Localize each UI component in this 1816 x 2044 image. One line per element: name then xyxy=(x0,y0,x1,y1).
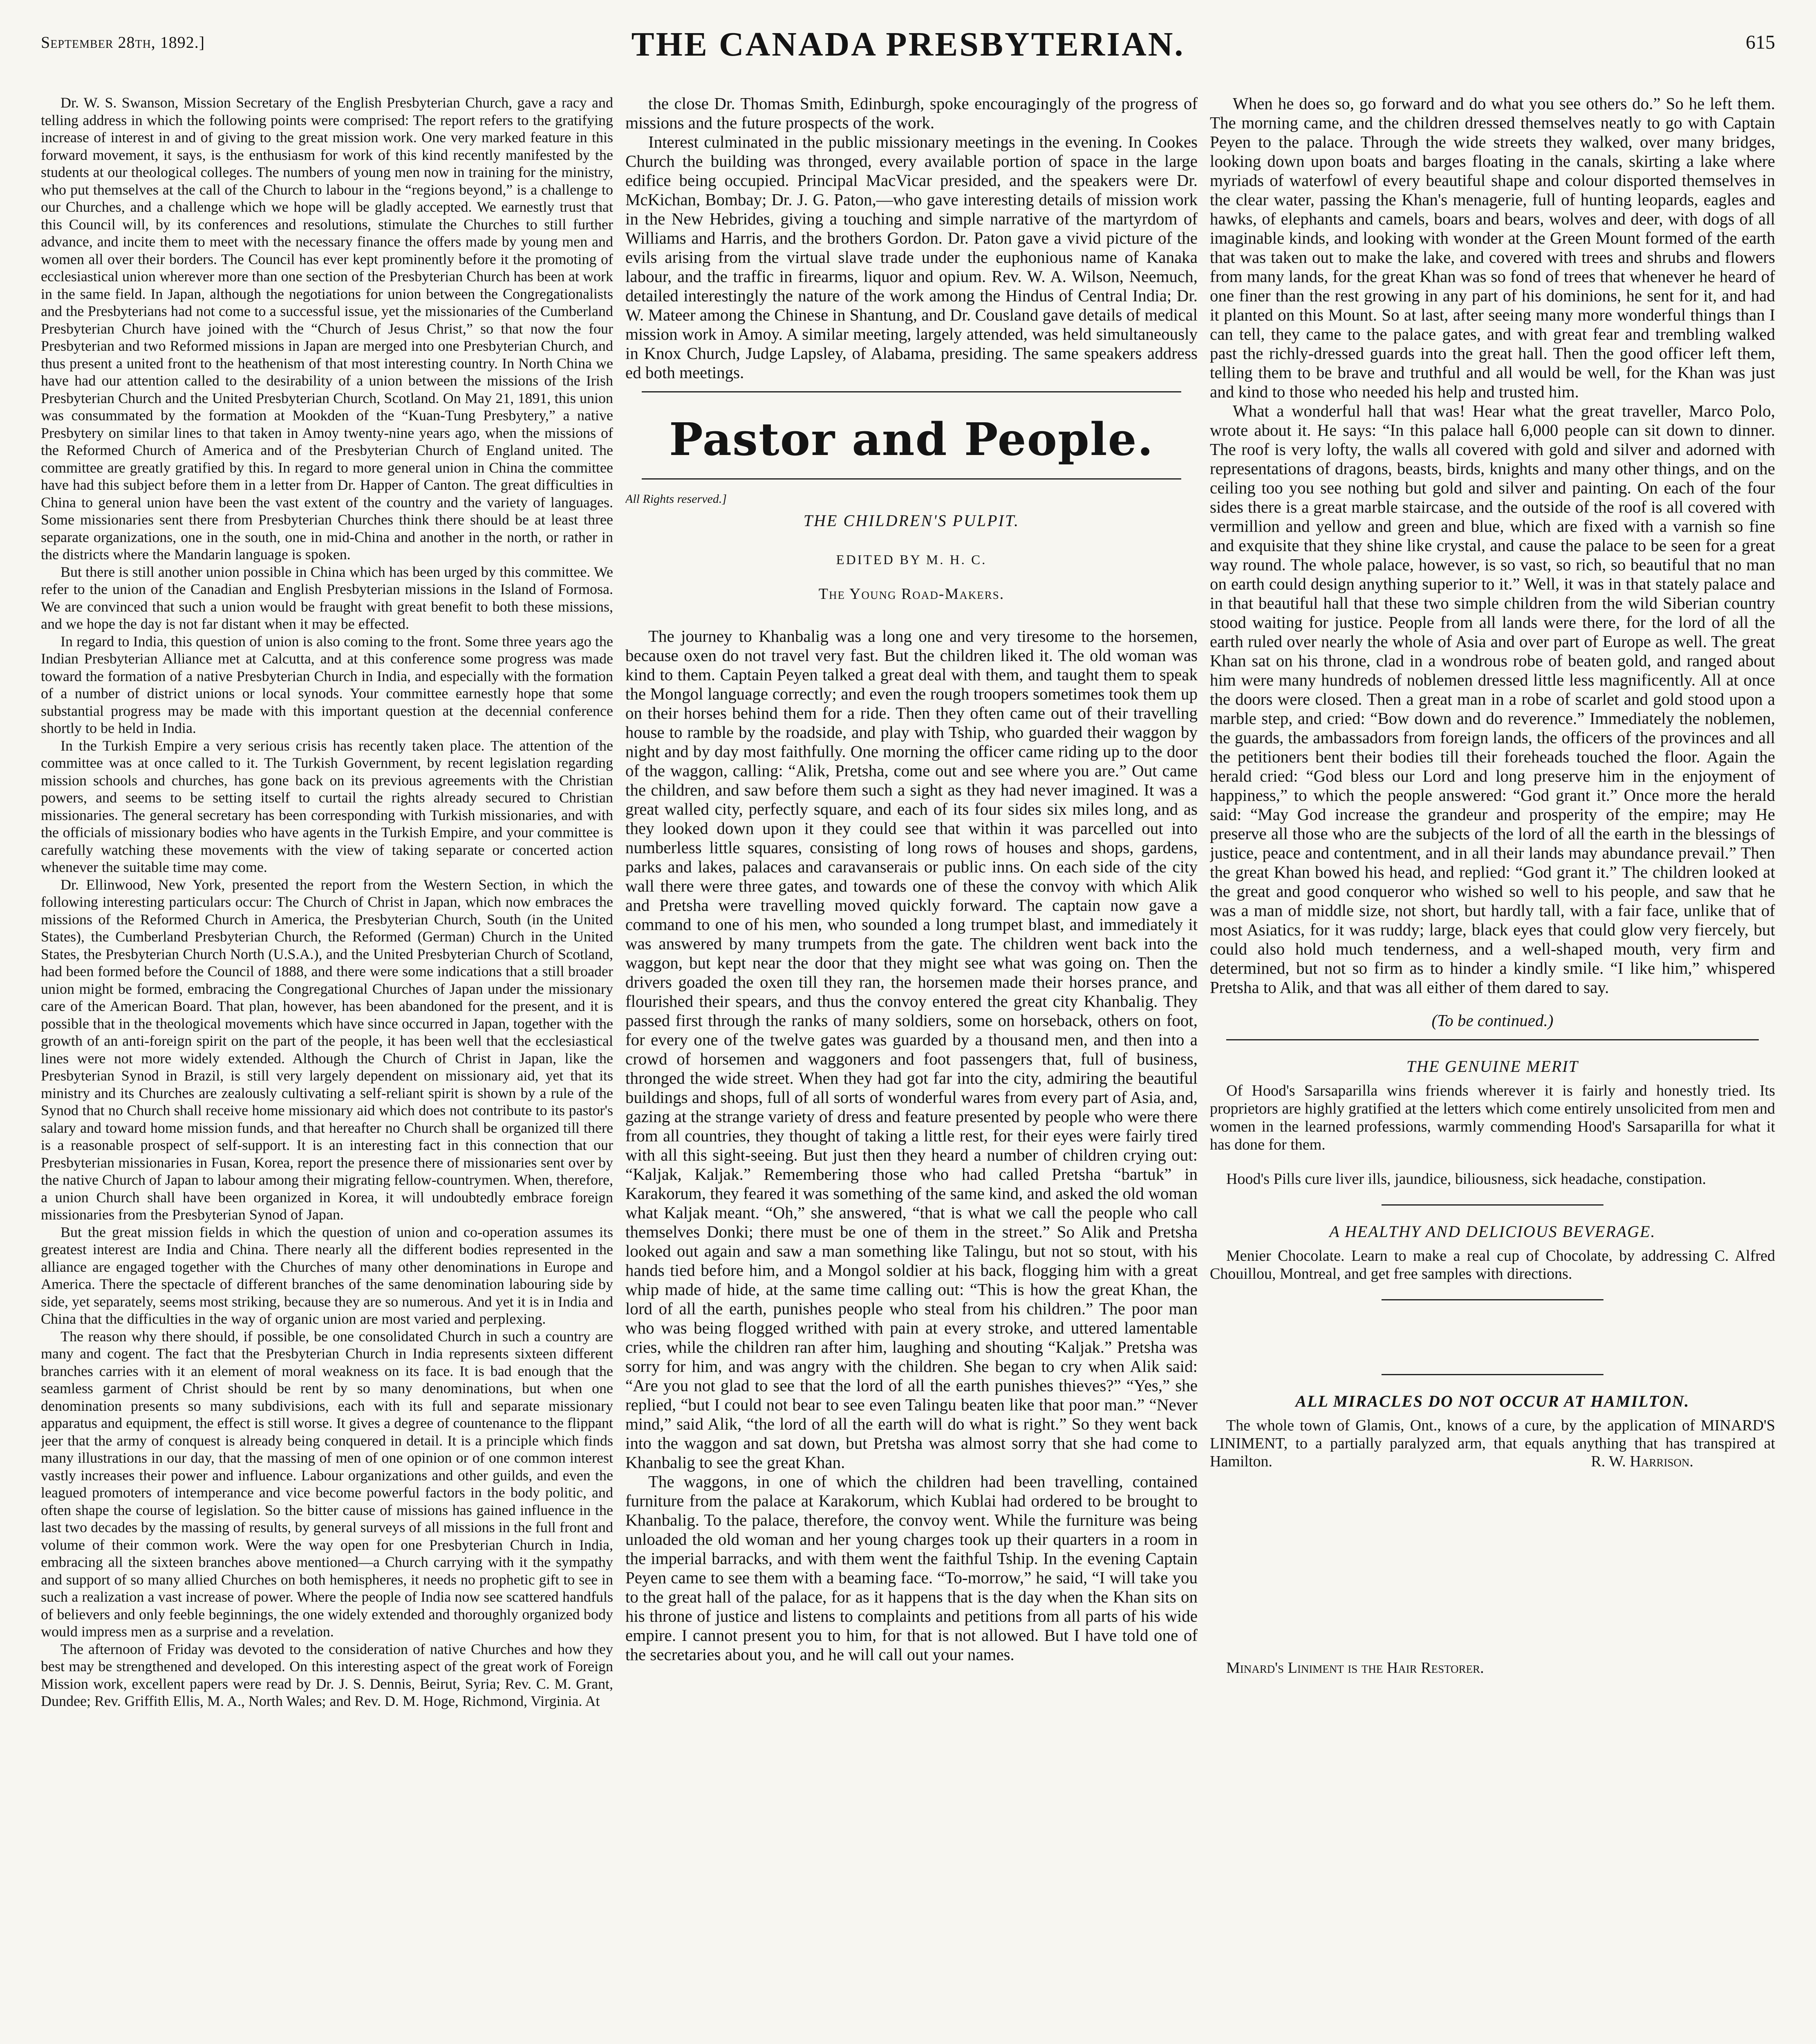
page-header xyxy=(41,25,1775,69)
ad-text: Menier Chocolate. Learn to make a real cup of Chocolate, by addressing C. Alfred Chouillou, Montreal, and get free samples with directions. xyxy=(1210,1247,1775,1282)
ad-hoods xyxy=(1210,1082,1775,1188)
ad-text: Hood's Pills cure liver ills, jaundice, biliousness, sick headache, constipation. xyxy=(1226,1170,1706,1188)
article-paragraph: the close Dr. Thomas Smith, Edinburgh, spoke encouragingly of the progress of missions and the future prospects of the work. xyxy=(625,94,1198,132)
newspaper-title: THE CANADA PRESBYTERIAN. xyxy=(631,25,1185,63)
story-title: The Young Road-Makers. xyxy=(818,585,1005,603)
section-divider xyxy=(642,478,1181,480)
article-paragraph: Interest culminated in the public missionary meetings in the evening. In Cookes Church the building was thronged, every available portion of space in the large edifice being occupied. Principal MacVicar presided, and the speakers were Dr. McKichan, Bombay; Dr. J. G. Paton,—who gave interesting details of mission work in the New Hebrides, giving a touching and simple narrative of the martyrdom of Williams and Harris, and the brothers Gordon. Dr. Paton gave a vivid picture of the evils arising from the virtual slave trade under the euphonious name of Kanaka labour, and the traffic in firearms, liquor and opium. Rev. W. A. Wilson, Neemuch, detailed interestingly the nature of the work among the Hindus of Central India; Dr. W. Mateer among the Chinese in Shantung, and Dr. Cousland gave details of medical mission work in Amoy. A similar meeting, largely attended, was held simultaneously in Knox Church, Judge Lapsley, of Alabama, presiding. The same speakers address ed both meetings. xyxy=(625,132,1198,382)
column-2 xyxy=(625,94,1198,2044)
column-3 xyxy=(1210,94,1775,2044)
section-divider xyxy=(1226,1039,1759,1040)
story-paragraph: When he does so, go forward and do what you see others do.” So he left them. The morning came, and the children dressed themselves neatly to go with Captain Peyen to the palace. Through the wide streets they walked, over many bridges, looking down upon boats and barges floating in the canals, skirting a lake where myriads of waterfowl of every beautiful shape and colour disported themselves in the clear water, passing the Khan's menagerie, full of hunting leopards, eagles and hawks, of elephants and camels, boars and bears, wolves and deer, with dogs of all imaginable kinds, and looking with wonder at the Green Mount formed of the earth that was taken out to make the lake, and covered with trees and shrubs and flowers from many lands, for the great Khan was so fond of trees that whenever he heard of one finer than the rest growing in any part of his dominions, he sent for it, and had it planted on this Mount. So at last, after seeing many more wonderful things than I can tell, they came to the palace gates, and with great fear and trembling walked past the richly-dressed guards into the great hall. Then the good officer left them, telling them to be brave and truthful and all would be well, for the Khan was just and kind to those who needed his help and trusted him. xyxy=(1210,94,1775,401)
ad-title-hoods: THE GENUINE MERIT xyxy=(1406,1057,1579,1076)
ad-title-minards: ALL MIRACLES DO NOT OCCUR AT HAMILTON. xyxy=(1295,1392,1690,1410)
column-1 xyxy=(41,94,613,2044)
to-be-continued: (To be continued.) xyxy=(1431,1011,1554,1030)
footer-ad: Minard's Liniment is the Hair Restorer. xyxy=(1226,1659,1484,1676)
newspaper-page xyxy=(41,25,1775,2044)
ad-minards xyxy=(1210,1416,1775,1470)
story-paragraph: The waggons, in one of which the children had been travelling, contained furniture from the palace at Karakorum, which Kublai had ordered to be brought to Khanbalig. To the palace, therefore, the convoy went. While the furniture was being unloaded the old woman and her young charges took up their quarters in a room in the imperial barracks, and with them went the faithful Tship. In the evening Captain Peyen came to see them with a beaming face. “To-morrow,” he said, “I will take you to the great hall of the palace, for as it happens that is the day when the Khan sits on his throne of justice and listens to complaints and petitions from all parts of his wide empire. I cannot present you to him, for that is not allowed. But I have told one of the secretaries about you, and he will call out your names. xyxy=(625,1472,1198,1664)
pulpit-title: THE CHILDREN'S PULPIT. xyxy=(803,511,1020,530)
section-title: Pastor and People. xyxy=(669,413,1154,466)
page-number: 615 xyxy=(1746,31,1775,53)
ad-signature: R. W. Harrison. xyxy=(1591,1453,1693,1470)
ad-menier xyxy=(1210,1247,1775,1283)
article-paragraph: The afternoon of Friday was devoted to the consideration of native Churches and how they best may be strengthened and developed. On this interesting aspect of the great work of Foreign Mission work, excellent papers were read by Dr. J. S. Dennis, Beirut, Syria; Rev. C. M. Grant, Dundee; Rev. Griffith Ellis, M. A., North Wales; and Rev. D. M. Hoge, Richmond, Virginia. At xyxy=(41,1641,613,1709)
ad-text: Of Hood's Sarsaparilla wins friends wherever it is fairly and honestly tried. Its proprietors are highly gratified at the letters which come entirely unsolicited from men and women in the learned professions, warmly commending Hood's Sarsaparilla for what it has done for them. xyxy=(1210,1082,1775,1153)
article-paragraph: In the Turkish Empire a very serious crisis has recently taken place. The attention of the committee was at once called to it. The Turkish Government, by recent legislation regarding mission schools and churches, has gone back on its previous agreements with the Christian powers, and seems to be setting itself to curtail the rights already secured to Christian missionaries. The general secretary has been corresponding with Turkish missionaries, and with the officials of missionary bodies who have agents in the Turkish Empire, and your committee is carefully watching these movements with the view of taking separate or concerted action whenever the suitable time may come. xyxy=(41,737,613,875)
ad-title-menier: A HEALTHY AND DELICIOUS BEVERAGE. xyxy=(1329,1222,1656,1241)
edited-by: EDITED BY M. H. C. xyxy=(836,553,987,567)
rights-note: All Rights reserved.] xyxy=(625,492,727,506)
article-paragraph: The reason why there should, if possible, be one consolidated Church in such a country are many and cogent. The fact that the Presbyterian Church in India represents sixteen different branches carries with it an element of moral weakness on its face. It is bad enough that the seamless garment of Christ should be rent by so many denominations, but when one denomination presents so many subdivisions, each with its full and separate missionary apparatus and equipment, the effect is still worse. It gives a degree of countenance to the flippant jeer that the army of conquest is already being conquered in detail. It is a principle which finds many illustrations in our day, that the massing of men of one opinion or of one common interest vastly increases their power and influence. Labour organizations and other guilds, and even the leagued promoters of intemperance and vice become powerful factors in the body politic, and often shape the course of legislation. So the bitter cause of missions has gained influence in the last two decades by the massing of results, by general surveys of all missions in the full front and volume of their common work. Were the way open for one Presbyterian Church in India, embracing all the sixteen branches above mentioned—a Church carrying with it the sympathy and support of so many allied Churches on both hemispheres, it needs no prophetic gift to see in such a realization a vast increase of power. Where the people of India now see scattered handfuls of believers and only feeble beginnings, the one widely extended and thoroughly organized body would impress men as a surprise and a revelation. xyxy=(41,1328,613,1640)
article-paragraph: In regard to India, this question of union is also coming to the front. Some three years ago the Indian Presbyterian Alliance met at Calcutta, and at this conference some progress was made toward the formation of a native Presbyterian Church in India, and especially with the formation of a number of district unions or local synods. Your committee earnestly hope that some substantial progress may be made with this important question at the decennial conference shortly to be held in India. xyxy=(41,633,613,736)
story-paragraph: What a wonderful hall that was! Hear what the great traveller, Marco Polo, wrote about it. He says: “In this palace hall 6,000 people can sit down to dinner. The roof is very lofty, the walls all covered with gold and silver and adorned with representations of dragons, beasts, birds, knights and many other things, and on the ceiling too you see nothing but gold and silver and painting. On each of the four sides there is a great marble staircase, and the outside of the roof is all covered with vermillion and yellow and green and blue, which are fixed with a varnish so fine and exquisite that they shine like crystal, and cause the palace to be seen for a great way round. The whole palace, however, is so vast, so rich, so beautiful that no man on earth could design anything superior to it.” Well, it was in that stately palace and in that beautiful hall that these two simple children from the wild Siberian country stood waiting for justice. People from all lands were there, for the lord of all the earth ruled over nearly the whole of Asia and over part of Europe as well. The great Khan sat on his throne, clad in a wondrous robe of beaten gold, and ranged about him were many hundreds of noblemen dressed little less magnificently. All at once the doors were closed. Then a great man in a robe of scarlet and gold stood upon a marble step, and cried: “Bow down and do reverence.” Immediately the noblemen, the guards, the ambassadors from foreign lands, the officers of the provinces and all the petitioners bent their bodies till their foreheads touched the floor. Again the herald cried: “God bless our Lord and long preserve him in the enjoyment of happiness,” to which the people answered: “God grant it.” Once more the herald said: “May God increase the grandeur and prosperity of the empire; may He preserve all those who are the subjects of the lord of all the earth in the blessings of justice, peace and contentment, and in all their lands may abundance prevail.” Then the great Khan bowed his head, and replied: “God grant it.” The children looked at the great and good conqueror who wished so well to his people, and saw that he was a man of middle size, not short, but hardly tall, with a fair face, unlike that of most Asiatics, for it was ruddy; large, black eyes that could glow very fiercely, but could also hold much tenderness, and a well-shaped mouth, very firm and determined, but not so firm as to hinder a kindly smile. “I like him,” whispered Pretsha to Alik, and that was all either of them dared to say. xyxy=(1210,401,1775,997)
article-paragraph: But the great mission fields in which the question of union and co-operation assumes its greatest interest are India and China. There nearly all the different bodies represented in the alliance are engaged together with the Churches of many other denominations in Europe and America. There the spectacle of different branches of the same denomination labouring side by side, yet separately, seems most striking, because they are so numerous. And yet it is in India and China that the difficulties in the way of organic union are most varied and perplexing. xyxy=(41,1224,613,1327)
ad-divider xyxy=(1382,1204,1603,1206)
issue-date: September 28th, 1892.] xyxy=(41,33,205,52)
ad-text: The whole town of Glamis, Ont., knows of a cure, by the application of MINARD'S LINIMENT, to a partially paralyzed arm, that equals anything that has transpired at Hamilton. xyxy=(1210,1417,1775,1470)
section-divider xyxy=(642,391,1181,392)
ad-divider xyxy=(1382,1299,1603,1300)
article-paragraph: Dr. Ellinwood, New York, presented the report from the Western Section, in which the following interesting particulars occur: The Church of Christ in Japan, which now embraces the missions of the Reformed Church in America, the Presbyterian Church, South (in the United States), the Cumberland Presbyterian Church, the Reformed (German) Church in the United States, the Presbyterian Church North (U.S.A.), and the United Presbyterian Church of Scotland, had been formed before the Council of 1888, and there were some indications that a still broader union might be formed, embracing the Congregational Churches of Japan under the missionary care of the American Board. That plan, however, has been abandoned for the present, and it is possible that in the theological movements which have since occurred in Japan, together with the growth of an anti-foreign spirit on the part of the people, it has been well that the ecclesiastical lines were not more widely extended. Although the Church of Christ in Japan, like the Presbyterian Synod in Brazil, is still very largely dependent on missionary aid, yet that its ministry and its Churches are zealously cultivating a self-reliant spirit is shown by a rule of the Synod that no Church shall receive home missionary aid which does not contribute to its pastor's salary and toward home mission funds, and that hereafter no Church shall be organized till there is a reasonable prospect of self-support. It is an interesting fact in this connection that our Presbyterian missionaries in Fusan, Korea, report the presence there of missionaries sent over by the native Church of Japan to labour among their migrating fellow-countrymen. When, therefore, a union Church shall have been organized in Korea, it will undoubtedly embrace foreign missionaries from the Presbyterian Synod of Japan. xyxy=(41,876,613,1223)
story-paragraph: The journey to Khanbalig was a long one and very tiresome to the horsemen, because oxen do not travel very fast. But the children liked it. The old woman was kind to them. Captain Peyen talked a great deal with them, and taught them to speak the Mongol language correctly; and even the rough troopers sometimes took them up on their horses behind them for a ride. Then they often came out of their travelling house to ramble by the roadside, and play with Tship, who guarded their waggon by night and by day most faithfully. One morning the officer came riding up to the door of the waggon, calling: “Alik, Pretsha, come out and see where you are.” Out came the children, and saw before them such a sight as they had never imagined. It was a great walled city, perfectly square, and each of its four sides six miles long, and as they looked down upon it they could see that within it was parcelled out into numberless little squares, consisting of long rows of houses and shops, gardens, parks and lakes, palaces and caravanserais or public inns. On each side of the city wall there were three gates, and towards one of these the convoy with which Alik and Pretsha were travelling moved quickly forward. The captain now gave a command to one of his men, who sounded a long trumpet blast, and immediately it was answered by many trumpets from the gate. The children went back into the waggon, but kept near the door that they might see what was going on. Then the drivers goaded the oxen till they ran, the horsemen made their horses prance, and flourished their spears, and thus the convoy entered the great city Khanbalig. They passed first through the ranks of many soldiers, some on horseback, others on foot, for every one of the twelve gates was guarded by a thousand men, and then into a crowd of horsemen and waggoners and foot passengers that, full of business, thronged the wide street. When they had got far into the city, admiring the beautiful buildings and shops, full of all sorts of wonderful wares from every part of Asia, and, gazing at the strange variety of dress and feature presented by people who were there from all countries, they thought of taking a little rest, for their eyes were fairly tired with all this sight-seeing. But just then they heard a number of children crying out: “Kaljak, Kaljak.” Remembering those who had called Pretsha “bartuk” in Karakorum, they feared it was something of the same kind, and asked the old woman what Kaljak meant. “Oh,” she answered, “that is what we call the people who call themselves Donki; there must be one of them in the street.” So Alik and Pretsha looked out again and saw a man something like Talingu, but not so stout, with his hands tied before him, and a Mongol soldier at his back, flogging him with a great whip made of hide, at the same time calling out: “This is how the great Khan, the lord of all the earth, punishes people who steal from his children.” The poor man who was being flogged writhed with pain at every stroke, and uttered lamentable cries, while the children ran after him, laughing and shouting “Kaljak.” Pretsha was sorry for him, and was angry with the children. She began to cry when Alik said: “Are you not glad to see that the lord of all the earth punishes thieves?” “Yes,” she replied, “but I could not bear to see even Talingu beaten like that poor man.” “Never mind,” said Alik, “the lord of all the earth will do what is right.” So they went back into the waggon and sat down, but Pretsha was almost sorry that she had come to Khanbalig to see the great Khan. xyxy=(625,627,1198,1472)
article-paragraph: Dr. W. S. Swanson, Mission Secretary of the English Presbyterian Church, gave a racy and telling address in which the following points were comprised: The report refers to the gratifying increase of interest in and of giving to the great mission work. One very marked feature in this forward movement, it says, is the enthusiasm for work of this kind recently manifested by the students at our theological colleges. The numbers of young men now in training for the ministry, who put themselves at the call of the Church to labour in the “regions beyond,” is a challenge to our Churches, and a challenge which we hope will be gladly accepted. We earnestly trust that this Council will, by its conferences and resolutions, stimulate the Churches to still further advance, and incite them to meet with the necessary finance the offers made by young men and women all over their borders. The Council has ever kept prominently before it the promoting of ecclesiastical union wherever more than one section of the Presbyterian Church has been at work in the same field. In Japan, although the negotiations for union between the Congregationalists and the Presbyterians had not come to a successful issue, yet the missionaries of the Cumberland Presbyterian Church have joined with the “Church of Jesus Christ,” so that now the four Presbyterian and two Reformed missions in Japan are merged into one Presbyterian Church, and thus present a united front to the heathenism of that most interesting country. In North China we have had our attention called to the desirability of a union between the missions of the Irish Presbyterian Church and the United Presbyterian Church, Scotland. On May 21, 1891, this union was consummated by the formation at Mookden of the “Kuan-Tung Presbytery,” a native Presbytery on similar lines to that taken in Amoy twenty-nine years ago, when the missions of the Reformed Church of America and of the Presbyterian Church of England united. The committee are greatly gratified by this. In regard to more general union in China the committee have had this subject before them in a letter from Dr. Happer of Canton. The great difficulties in China to general union have been the vast extent of the country and the variety of languages. Some missionaries sent there from Presbyterian Churches think there should be at least three separate organizations, one in the south, one in mid-China and another in the north, or rather in the districts where the Mandarin language is spoken. xyxy=(41,94,613,563)
ad-divider xyxy=(1382,1374,1603,1375)
article-paragraph: But there is still another union possible in China which has been urged by this committee. We refer to the union of the Canadian and English Presbyterian missions in the Island of Formosa. We are convinced that such a union would be fraught with great benefit to both these missions, and we hope the day is not far distant when it may be effected. xyxy=(41,563,613,632)
